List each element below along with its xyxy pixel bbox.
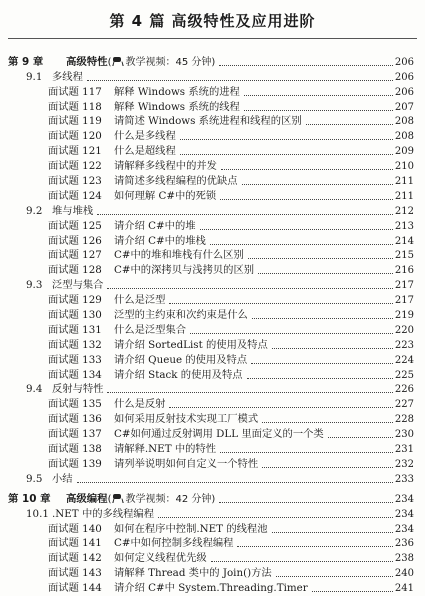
table-of-contents [0, 54, 425, 595]
dot-leader [210, 244, 397, 245]
toc-number: 面试题 119 [48, 115, 102, 128]
toc-label [48, 187, 218, 202]
toc-title: 什么是泛型 [114, 294, 166, 307]
toc-page-number: 206 [394, 71, 414, 83]
toc-page-number: 208 [394, 131, 414, 143]
toc-label [26, 505, 156, 520]
toc-label [48, 410, 260, 425]
toc-label [48, 549, 209, 564]
toc-title: 高级编程 [66, 492, 108, 505]
toc-item-row[interactable] [0, 426, 425, 441]
toc-item-row[interactable] [0, 565, 425, 580]
toc-title: 请解释多线程中的并发 [114, 160, 217, 173]
toc-number: 面试题 142 [48, 552, 102, 565]
toc-page-number: 236 [394, 538, 414, 550]
note-duration: 教学视频：45 分钟) [125, 56, 216, 68]
toc-number: 面试题 137 [48, 428, 102, 441]
toc-title: 请解释 Thread 类中的 Join()方法 [114, 567, 272, 580]
toc-item-row[interactable] [0, 248, 425, 263]
toc-label [48, 112, 304, 127]
dot-leader [252, 318, 397, 319]
dot-leader [272, 532, 397, 533]
dot-leader [107, 288, 397, 289]
toc-item-row[interactable] [0, 262, 425, 277]
toc-item-row[interactable] [0, 158, 425, 173]
toc-item-row[interactable] [0, 337, 425, 352]
toc-number: 9.5 [26, 472, 43, 485]
toc-item-row[interactable] [0, 441, 425, 456]
toc-item-row[interactable] [0, 456, 425, 471]
toc-label [48, 579, 310, 594]
toc-label [48, 564, 274, 579]
toc-number: 面试题 139 [48, 457, 102, 470]
toc-page-number: 231 [394, 444, 414, 456]
toc-number: 面试题 123 [48, 175, 102, 188]
toc-label [48, 142, 178, 157]
toc-number: 面试题 136 [48, 413, 102, 426]
dot-leader [219, 502, 397, 503]
title-rule [8, 38, 417, 39]
dot-leader [247, 378, 397, 379]
dot-leader [262, 467, 397, 468]
toc-label [0, 53, 217, 68]
toc-item-row[interactable] [0, 233, 425, 248]
toc-number: 面试题 131 [48, 323, 102, 336]
dot-leader [276, 576, 397, 577]
toc-item-row[interactable] [0, 143, 425, 158]
toc-page-number: 226 [394, 384, 414, 396]
toc-section-row[interactable] [0, 203, 425, 218]
toc-title: 反射与特性 [52, 383, 104, 396]
toc-number: 面试题 134 [48, 368, 102, 381]
dot-leader [251, 363, 397, 364]
note-open-paren: ( [107, 56, 112, 68]
toc-title: 如何理解 C#中的死锁 [114, 189, 217, 202]
toc-page-number: 217 [394, 280, 414, 292]
toc-number: 面试题 143 [48, 567, 102, 580]
toc-number: 9.1 [26, 70, 43, 83]
camera-tripod [113, 61, 124, 65]
toc-number: 面试题 138 [48, 443, 102, 456]
toc-number: 面试题 129 [48, 294, 102, 307]
toc-page-number: 214 [394, 235, 414, 247]
toc-item-row[interactable] [0, 188, 425, 203]
toc-title: 多线程 [52, 70, 83, 83]
toc-item-row[interactable] [0, 173, 425, 188]
note-open-paren: ( [107, 493, 112, 505]
toc-title: 请介绍 C#中 System.Threading.Timer [114, 582, 308, 595]
toc-item-row[interactable] [0, 396, 425, 411]
toc-title: 什么是超线程 [114, 145, 176, 158]
toc-label [48, 217, 198, 232]
toc-item-row[interactable] [0, 411, 425, 426]
toc-page-number: 206 [394, 86, 414, 98]
toc-page-number: 227 [394, 399, 414, 411]
toc-number: 9.4 [26, 383, 43, 396]
toc-label [48, 336, 270, 351]
dot-leader [248, 258, 397, 259]
note-duration: 教学视频：42 分钟) [125, 493, 216, 505]
toc-number: 第 9 章 [8, 55, 44, 68]
toc-page-number: 207 [394, 101, 414, 113]
toc-label [26, 68, 85, 83]
toc-label [26, 202, 95, 217]
dot-leader [97, 214, 397, 215]
toc-item-row[interactable] [0, 128, 425, 143]
toc-title: 什么是多线程 [114, 130, 176, 143]
toc-page-number: 213 [394, 220, 414, 232]
toc-number: 面试题 126 [48, 234, 102, 247]
toc-page-number: 216 [394, 265, 414, 277]
toc-title: 解释 Windows 系统的进程 [114, 85, 240, 98]
toc-page-number: 232 [394, 458, 414, 470]
toc-number: 面试题 132 [48, 338, 102, 351]
toc-label [48, 366, 245, 381]
toc-label [26, 470, 75, 485]
toc-number: 面试题 141 [48, 537, 102, 550]
toc-page-number: 208 [394, 116, 414, 128]
toc-number: 面试题 127 [48, 249, 102, 262]
toc-label [48, 440, 218, 455]
toc-item-row[interactable] [0, 292, 425, 307]
toc-item-row[interactable] [0, 84, 425, 99]
dot-leader [200, 229, 397, 230]
toc-label [48, 232, 208, 247]
toc-page-number: 211 [394, 176, 414, 188]
toc-page-number: 225 [394, 369, 414, 381]
dot-leader [220, 452, 397, 453]
toc-title: 如何定义线程优先级 [114, 552, 207, 565]
toc-number: 面试题 135 [48, 398, 102, 411]
toc-number: 面试题 128 [48, 264, 102, 277]
dot-leader [219, 65, 397, 66]
toc-item-row[interactable] [0, 352, 425, 367]
toc-page-number: 217 [394, 295, 414, 307]
dot-leader [258, 273, 397, 274]
dot-leader [272, 348, 397, 349]
toc-page-number: 212 [394, 205, 414, 217]
toc-label [48, 395, 167, 410]
toc-page-number: 223 [394, 339, 414, 351]
toc-chapter-row[interactable] [0, 54, 425, 69]
toc-title: .NET 中的多线程编程 [52, 507, 155, 520]
toc-item-row[interactable] [0, 322, 425, 337]
toc-title: C#中的堆和堆栈有什么区别 [114, 249, 244, 262]
toc-number: 面试题 125 [48, 219, 102, 232]
toc-title: 请列举说明如何自定义一个特性 [114, 457, 259, 470]
dot-leader [237, 546, 397, 547]
toc-title: 请解释.NET 中的特性 [114, 443, 217, 456]
toc-page-number: 241 [394, 583, 414, 595]
toc-label [48, 127, 178, 142]
toc-title: 什么是反射 [114, 398, 166, 411]
dot-leader [107, 392, 397, 393]
video-camera-icon [112, 494, 123, 503]
toc-title: 请介绍 SortedList 的使用及特点 [114, 338, 268, 351]
toc-label [48, 261, 256, 276]
toc-label [48, 98, 242, 113]
dot-leader [87, 80, 397, 81]
toc-title: 请介绍 Stack 的使用及特点 [114, 368, 243, 381]
toc-title: 泛型的主约束和次约束是什么 [114, 309, 248, 322]
toc-label [48, 455, 260, 470]
dot-leader [211, 561, 397, 562]
dot-leader [221, 169, 397, 170]
toc-page-number: 233 [394, 473, 414, 485]
dot-leader [190, 333, 397, 334]
toc-page-number: 219 [394, 310, 414, 322]
toc-label [48, 520, 270, 535]
dot-leader [158, 517, 397, 518]
dot-leader [312, 591, 397, 592]
toc-label [48, 306, 250, 321]
toc-label [48, 83, 242, 98]
dot-leader [180, 139, 397, 140]
toc-label [48, 351, 249, 366]
video-note [108, 490, 216, 505]
toc-label [26, 380, 105, 395]
toc-page-number: 220 [394, 324, 414, 336]
toc-label [48, 321, 188, 336]
toc-item-row[interactable] [0, 550, 425, 565]
video-camera-icon [112, 57, 123, 66]
toc-title: 什么是泛型集合 [114, 323, 187, 336]
toc-title: C#如何通过反射调用 DLL 里面定义的一个类 [114, 428, 324, 441]
toc-label [48, 291, 167, 306]
dot-leader [169, 303, 397, 304]
toc-item-row[interactable] [0, 114, 425, 129]
toc-page-number: 234 [394, 523, 414, 535]
toc-title: 小结 [52, 472, 73, 485]
toc-item-row[interactable] [0, 521, 425, 536]
toc-label [48, 534, 235, 549]
dot-leader [169, 407, 397, 408]
toc-title: 请介绍 Queue 的使用及特点 [114, 353, 248, 366]
toc-title: 请介绍 C#中的堆 [114, 219, 196, 232]
toc-page-number: 228 [394, 414, 414, 426]
toc-item-row[interactable] [0, 580, 425, 595]
toc-number: 9.3 [26, 279, 43, 292]
toc-number: 面试题 118 [48, 100, 102, 113]
toc-number: 面试题 120 [48, 130, 102, 143]
toc-label [48, 157, 219, 172]
dot-leader [262, 422, 397, 423]
toc-page-number: 240 [394, 568, 414, 580]
toc-page-number: 210 [394, 161, 414, 173]
part-title: 第 4 篇 高级特性及应用进阶 [109, 12, 316, 30]
dot-leader [77, 482, 397, 483]
toc-number: 面试题 122 [48, 160, 102, 173]
toc-title: 堆与堆栈 [52, 204, 94, 217]
toc-section-row[interactable] [0, 382, 425, 397]
toc-page-number: 215 [394, 250, 414, 262]
dot-leader [244, 110, 397, 111]
toc-page-number: 238 [394, 553, 414, 565]
toc-title: 请简述 Windows 系统进程和线程的区别 [114, 115, 302, 128]
toc-chapter-row[interactable] [0, 491, 425, 506]
toc-number: 第 10 章 [8, 492, 51, 505]
toc-section-row[interactable] [0, 277, 425, 292]
dot-leader [220, 199, 397, 200]
dot-leader [306, 124, 397, 125]
toc-page-number: 224 [394, 354, 414, 366]
toc-number: 面试题 133 [48, 353, 102, 366]
toc-title: 高级特性 [66, 55, 108, 68]
toc-page-number: 230 [394, 429, 414, 441]
toc-item-row[interactable] [0, 99, 425, 114]
toc-page-number: 209 [394, 146, 414, 158]
toc-title: 解释 Windows 系统的线程 [114, 100, 240, 113]
toc-label [0, 490, 217, 505]
toc-number: 面试题 124 [48, 189, 102, 202]
toc-section-row[interactable] [0, 471, 425, 486]
toc-item-row[interactable] [0, 367, 425, 382]
toc-number: 面试题 121 [48, 145, 102, 158]
dot-leader [328, 437, 397, 438]
toc-title: 如何采用反射技术实现工厂模式 [114, 413, 259, 426]
toc-page-number: 234 [394, 508, 414, 520]
toc-title: 请介绍 C#中的堆栈 [114, 234, 206, 247]
dot-leader [244, 95, 397, 96]
toc-title: C#中如何控制多线程编程 [114, 537, 234, 550]
toc-item-row[interactable] [0, 218, 425, 233]
toc-number: 面试题 144 [48, 582, 102, 595]
toc-item-row[interactable] [0, 307, 425, 322]
toc-section-row[interactable] [0, 69, 425, 84]
toc-item-row[interactable] [0, 536, 425, 551]
toc-page-number: 234 [394, 493, 414, 505]
toc-number: 9.2 [26, 204, 43, 217]
toc-section-row[interactable] [0, 506, 425, 521]
toc-page-number: 206 [394, 56, 414, 68]
toc-label [48, 246, 246, 261]
toc-label [26, 276, 105, 291]
toc-label [48, 425, 326, 440]
toc-title: C#中的深拷贝与浅拷贝的区别 [114, 264, 255, 277]
toc-number: 面试题 140 [48, 522, 102, 535]
toc-title: 请简述多线程编程的优缺点 [114, 175, 238, 188]
toc-number: 面试题 130 [48, 309, 102, 322]
dot-leader [242, 184, 397, 185]
camera-tripod [113, 498, 124, 502]
toc-number: 面试题 117 [48, 85, 102, 98]
video-note [108, 53, 216, 68]
toc-label [48, 172, 240, 187]
dot-leader [180, 154, 397, 155]
toc-title: 如何在程序中控制.NET 的线程池 [114, 522, 268, 535]
toc-number: 10.1 [26, 507, 49, 520]
toc-page-number: 211 [394, 190, 414, 202]
toc-title: 泛型与集合 [52, 279, 104, 292]
